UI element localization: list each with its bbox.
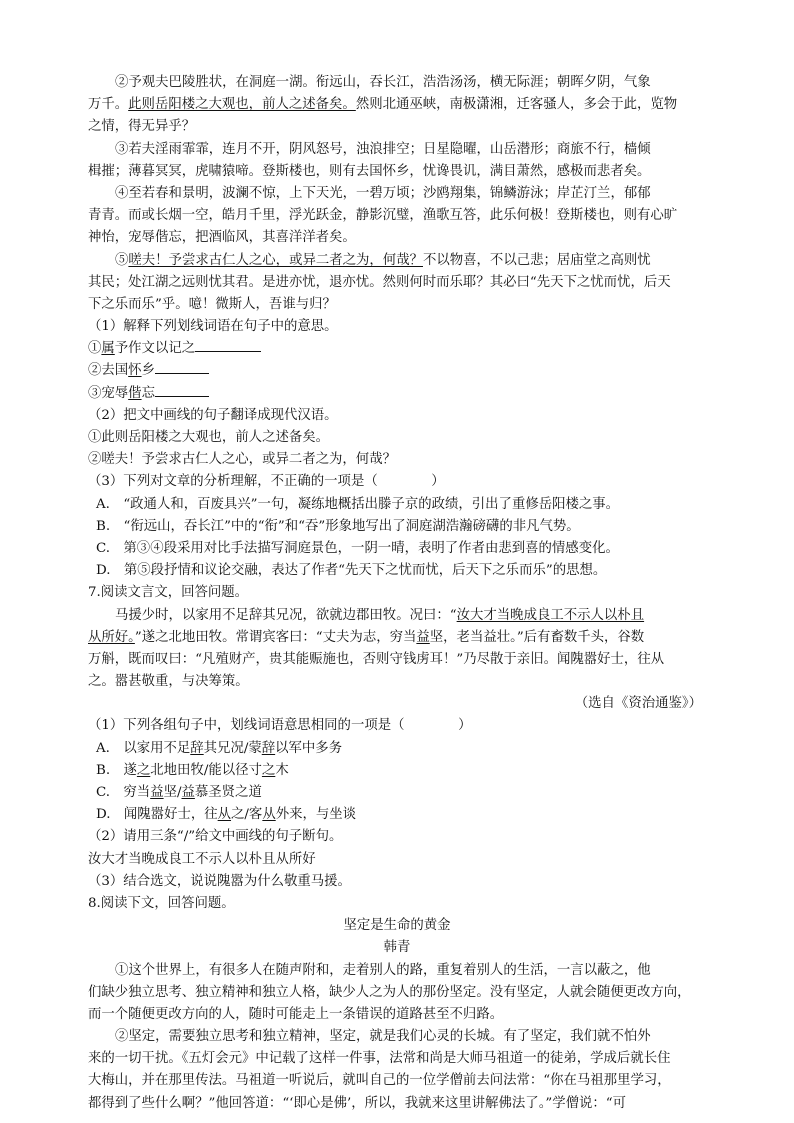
- text-span: （3）结合选文，说说隗嚣为什么敬重马援。: [88, 873, 351, 889]
- text-span: C. 第③④段采用对比手法描写洞庭景色，一阴一晴，表明了作者由悲到喜的情感变化。: [96, 540, 619, 556]
- text-span: 忘: [141, 385, 155, 401]
- text-span: （2）把文中画线的句子翻译成现代汉语。: [88, 407, 338, 423]
- text-span: C. 穷当: [96, 785, 151, 800]
- text-span: 汝大才当晚成良工不示人以朴且从所好: [88, 851, 316, 867]
- text-span: 楫摧；薄暮冥冥，虎啸猿啼。登斯楼也，则有去国怀乡，忧谗畏讥，满目萧然，感极而悲者矣。: [88, 163, 651, 179]
- text-span: ②嗟夫！予尝求古仁人之心，或异二者之为，何哉？: [88, 452, 396, 468]
- underlined-text: 从所好。: [88, 629, 135, 645]
- underlined-text: 辞: [190, 740, 204, 756]
- text-line: [88, 560, 706, 582]
- text-span: 之。嚣甚敬重，与决筹策。: [88, 674, 249, 690]
- text-span: ①这个世界上，有很多人在随声附和，走着别人的路，重复着别人的生活，一言以蔽之，他: [115, 962, 651, 978]
- text-line: [88, 538, 706, 560]
- text-span: 下之乐而乐”乎。噫！微斯人，吾谁与归？: [88, 296, 336, 312]
- underlined-text: 怀: [128, 363, 142, 379]
- text-span: 神怡，宠辱偕忘，把酒临风，其喜洋洋者矣。: [88, 230, 356, 246]
- text-span: B. “衔远山，吞长江”中的“衔”和“吞”形象地写出了洞庭湖浩瀚磅礴的非凡气势。: [96, 518, 580, 534]
- text-line: [88, 915, 706, 937]
- text-line: [88, 715, 706, 737]
- document-page: [88, 72, 706, 1115]
- text-span: ②坚定，需要独立思考和独立精神，坚定，就是我们心灵的长城。有了坚定，我们就不怕外: [115, 1029, 651, 1045]
- text-line: [88, 449, 706, 471]
- text-line: [88, 139, 706, 161]
- underlined-text: 之: [261, 762, 276, 778]
- underlined-text: 之: [136, 762, 151, 778]
- answer-blank: [155, 384, 209, 397]
- underlined-text: 嗟夫！予尝求古仁人之心，或异二者之为，何哉？: [128, 252, 423, 268]
- text-line: [88, 405, 706, 427]
- text-line: [88, 516, 706, 538]
- text-line: [88, 649, 706, 671]
- text-line: [88, 760, 706, 782]
- text-span: 坚，老当益壮。”后有畜数千头，谷数: [429, 629, 645, 645]
- text-line: [88, 227, 706, 249]
- text-line: [88, 383, 706, 405]
- text-span: 大梅山，并在那里传法。马祖道一听说后，就叫自己的一位学僧前去问法常：“你在马祖那里学习，: [88, 1073, 671, 1089]
- underlined-text: 汝大才当晚成良工不示人以朴且: [456, 607, 645, 623]
- text-span: 慕圣贤之道: [194, 785, 262, 800]
- text-line: [88, 738, 706, 760]
- text-line: [88, 294, 706, 316]
- text-line: [88, 338, 706, 360]
- underlined-text: 益: [416, 629, 430, 645]
- text-line: [88, 94, 706, 116]
- text-span: D. 第⑤段抒情和议论交融，表达了作者“先天下之忧而忧，后天下之乐而乐”的思想。: [96, 563, 607, 579]
- text-line: [88, 627, 706, 649]
- text-span: 都得到了些什么啊？”他回答道：“‘即心是佛’，所以，我就来这里讲解佛法了。”学僧说：“可: [88, 1095, 627, 1111]
- text-span: A. “政通人和，百废具兴”一句，凝练地概括出滕子京的政绩，引出了重修岳阳楼之事。: [96, 496, 620, 512]
- text-line: [88, 871, 706, 893]
- text-span: 青青。而或长烟一空，皓月千里，浮光跃金，静影沉璧，渔歌互答，此乐何极！登斯楼也，则有心旷: [88, 208, 678, 224]
- text-span: （2）请用三条“/”给文中画线的句子断句。: [88, 829, 343, 845]
- text-span: ”遂之北地田牧。常谓宾客曰：“丈夫为志，穷当: [134, 629, 417, 645]
- text-line: [88, 982, 706, 1004]
- text-line: [88, 893, 706, 915]
- underlined-text: 从: [262, 807, 276, 823]
- underlined-text: 辞: [261, 740, 276, 756]
- text-span: 们缺少独立思考、独立精神和独立人格，缺少人之为人的那份坚定。没有坚定，人就会随便更改方向，: [88, 984, 691, 1000]
- text-span: （选自《资治通鉴》）: [574, 696, 702, 712]
- text-span: 外来，与坐谈: [275, 807, 357, 823]
- text-line: [88, 161, 706, 183]
- text-span: 韩青: [383, 940, 411, 956]
- text-line: [88, 272, 706, 294]
- text-line: [88, 960, 706, 982]
- text-span: 万千。: [88, 97, 129, 113]
- text-span: ①: [88, 341, 102, 357]
- underlined-text: 属: [101, 341, 115, 357]
- text-span: 之情，得无异乎？: [88, 119, 196, 135]
- text-line: [88, 72, 706, 94]
- text-line: [88, 250, 706, 272]
- text-span: 其民；处江湖之远则忧其君。是进亦忧，退亦忧。然则何时而乐耶？其必曰“先天下之忧而忧，后天: [88, 274, 671, 290]
- text-line: [88, 582, 706, 604]
- text-span: 木: [275, 762, 289, 778]
- text-span: D. 闻隗嚣好士，往: [96, 807, 218, 823]
- text-line: [88, 1026, 706, 1048]
- text-span: 然则北通巫峡，南极潇湘，迁客骚人，多会于此，览物: [355, 97, 678, 113]
- underlined-text: 此则岳阳楼之大观也，前人之述备矣。: [128, 97, 356, 113]
- text-span: ①此则岳阳楼之大观也，前人之述备矣。: [88, 430, 330, 445]
- text-span: B. 遂: [96, 762, 137, 778]
- text-span: （1）下列各组句子中，划线词语意思相同的一项是（ ）: [88, 718, 472, 734]
- text-span: 马援少时，以家用不足辞其兄况，欲就边郡田牧。况曰：“: [115, 607, 457, 623]
- text-span: ③宠辱: [88, 385, 129, 401]
- text-line: [88, 427, 706, 449]
- text-line: [88, 1070, 706, 1092]
- text-span: 其兄况/蒙: [203, 740, 262, 756]
- text-span: （1）解释下列划线词语在句子中的意思。: [88, 319, 338, 335]
- underlined-text: 偕: [128, 385, 142, 401]
- text-span: ⑤: [115, 252, 129, 268]
- text-line: [88, 1048, 706, 1070]
- text-line: [88, 671, 706, 693]
- text-line: [88, 1004, 706, 1026]
- text-line: [88, 693, 706, 715]
- text-line: [88, 316, 706, 338]
- text-span: 以军中多务: [275, 740, 343, 756]
- text-line: [88, 183, 706, 205]
- text-span: A. 以家用不足: [96, 740, 191, 756]
- text-span: 乡: [141, 363, 155, 379]
- text-line: [88, 1093, 706, 1115]
- text-span: 8.阅读下文，回答问题。: [88, 895, 235, 911]
- text-span: 而一个随便更改方向的人，随时可能走上一条错误的道路甚至不归路。: [88, 1006, 504, 1022]
- text-line: [88, 494, 706, 516]
- underlined-text: 益: [181, 785, 195, 800]
- text-span: 坚/: [163, 785, 182, 800]
- text-span: ②予观夫巴陵胜状，在洞庭一湖。衔远山，吞长江，浩浩汤汤，横无际涯；朝晖夕阴，气象: [115, 75, 651, 90]
- answer-blank: [155, 361, 209, 374]
- answer-blank: [195, 339, 261, 352]
- text-line: [88, 782, 706, 804]
- text-line: [88, 205, 706, 227]
- underlined-text: 从: [217, 807, 232, 823]
- text-span: 予作文以记之: [114, 341, 196, 357]
- text-line: [88, 116, 706, 138]
- text-span: 不以物喜，不以己悲；居庙堂之高则忧: [422, 252, 651, 268]
- text-line: [88, 937, 706, 959]
- text-span: 7.阅读文言文，回答问题。: [88, 585, 249, 601]
- text-span: （3）下列对文章的分析理解，不正确的一项是（ ）: [88, 474, 445, 490]
- text-span: ②去国: [88, 363, 129, 379]
- text-line: [88, 605, 706, 627]
- text-span: 坚定是生命的黄金: [343, 918, 451, 934]
- text-span: ④至若春和景明，波澜不惊，上下天光，一碧万顷；沙鸥翔集，锦鳞游泳；岸芷汀兰，郁郁: [115, 185, 651, 201]
- text-span: 万斛，既而叹曰：“凡殖财产，贵其能赈施也，否则守钱虏耳！”乃尽散于亲旧。闻隗嚣好士，往从: [88, 651, 665, 667]
- underlined-text: 益: [150, 785, 164, 800]
- text-line: [88, 826, 706, 848]
- text-span: ③若夫淫雨霏霏，连月不开，阴风怒号，浊浪排空；日星隐曜，山岳潜形；商旅不行，樯倾: [115, 141, 651, 157]
- text-line: [88, 804, 706, 826]
- text-line: [88, 471, 706, 493]
- text-span: 之/客: [231, 807, 263, 823]
- text-span: 北地田牧/能以径寸: [150, 762, 262, 778]
- text-line: [88, 849, 706, 871]
- text-span: 来的一切干扰。《五灯会元》中记载了这样一件事，法常和尚是大师马祖道一的徒弟，学成后就长住: [88, 1051, 671, 1067]
- text-line: [88, 360, 706, 382]
